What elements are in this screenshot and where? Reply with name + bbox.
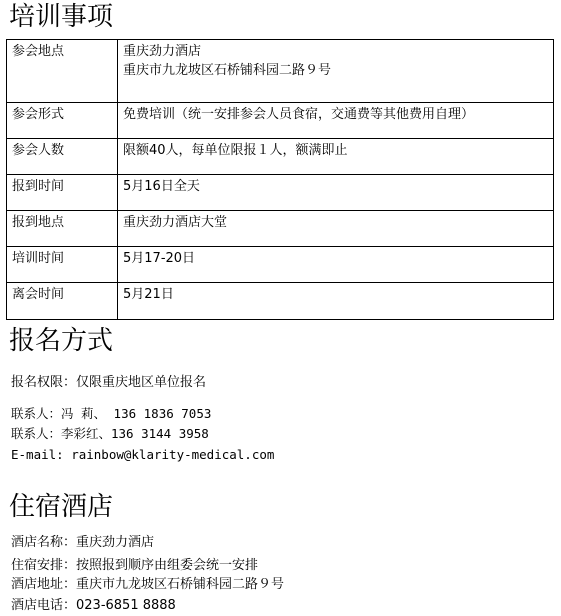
row-label: 培训时间 bbox=[7, 247, 118, 283]
table-row bbox=[7, 283, 554, 320]
section-heading-training: 培训事项 bbox=[9, 2, 114, 32]
row-value: 限额40人，每单位限报１人，额满即止 bbox=[118, 139, 554, 175]
table-row bbox=[7, 139, 554, 175]
table-row bbox=[7, 211, 554, 247]
registration-permission: 报名权限：仅限重庆地区单位报名 bbox=[11, 375, 207, 390]
row-value: 免费培训（统一安排参会人员食宿，交通费等其他费用自理） bbox=[118, 103, 554, 139]
hotel-phone: 酒店电话：023-6851 8888 bbox=[11, 598, 176, 613]
row-value: 5月17-20日 bbox=[118, 247, 554, 283]
section-heading-registration: 报名方式 bbox=[9, 326, 114, 356]
row-value: 5月16日全天 bbox=[118, 175, 554, 211]
venue-name: 重庆劲力酒店 bbox=[123, 44, 202, 59]
training-info-table bbox=[6, 39, 554, 320]
table-row bbox=[7, 103, 554, 139]
row-label: 离会时间 bbox=[7, 283, 118, 320]
hotel-address: 酒店地址：重庆市九龙坡区石桥铺科园二路９号 bbox=[11, 577, 285, 592]
hotel-arrangement: 住宿安排：按照报到顺序由组委会统一安排 bbox=[11, 558, 259, 573]
row-value: 5月21日 bbox=[118, 283, 554, 320]
row-value bbox=[118, 40, 554, 103]
venue-address: 重庆市九龙坡区石桥铺科园二路９号 bbox=[123, 63, 332, 78]
table-row bbox=[7, 175, 554, 211]
row-label: 参会形式 bbox=[7, 103, 118, 139]
row-value: 重庆劲力酒店大堂 bbox=[118, 211, 554, 247]
row-label: 参会人数 bbox=[7, 139, 118, 175]
contact-line-2: 联系人：李彩红、136 3144 3958 bbox=[11, 426, 209, 441]
row-label: 报到地点 bbox=[7, 211, 118, 247]
row-label: 报到时间 bbox=[7, 175, 118, 211]
table-row bbox=[7, 40, 554, 103]
contact-line-1: 联系人：冯 莉、 136 1836 7053 bbox=[11, 406, 212, 421]
section-heading-hotel: 住宿酒店 bbox=[9, 492, 114, 522]
hotel-name: 酒店名称：重庆劲力酒店 bbox=[11, 535, 155, 550]
row-label: 参会地点 bbox=[7, 40, 118, 103]
table-row bbox=[7, 247, 554, 283]
email-line: E-mail: rainbow@klarity-medical.com bbox=[11, 447, 275, 462]
